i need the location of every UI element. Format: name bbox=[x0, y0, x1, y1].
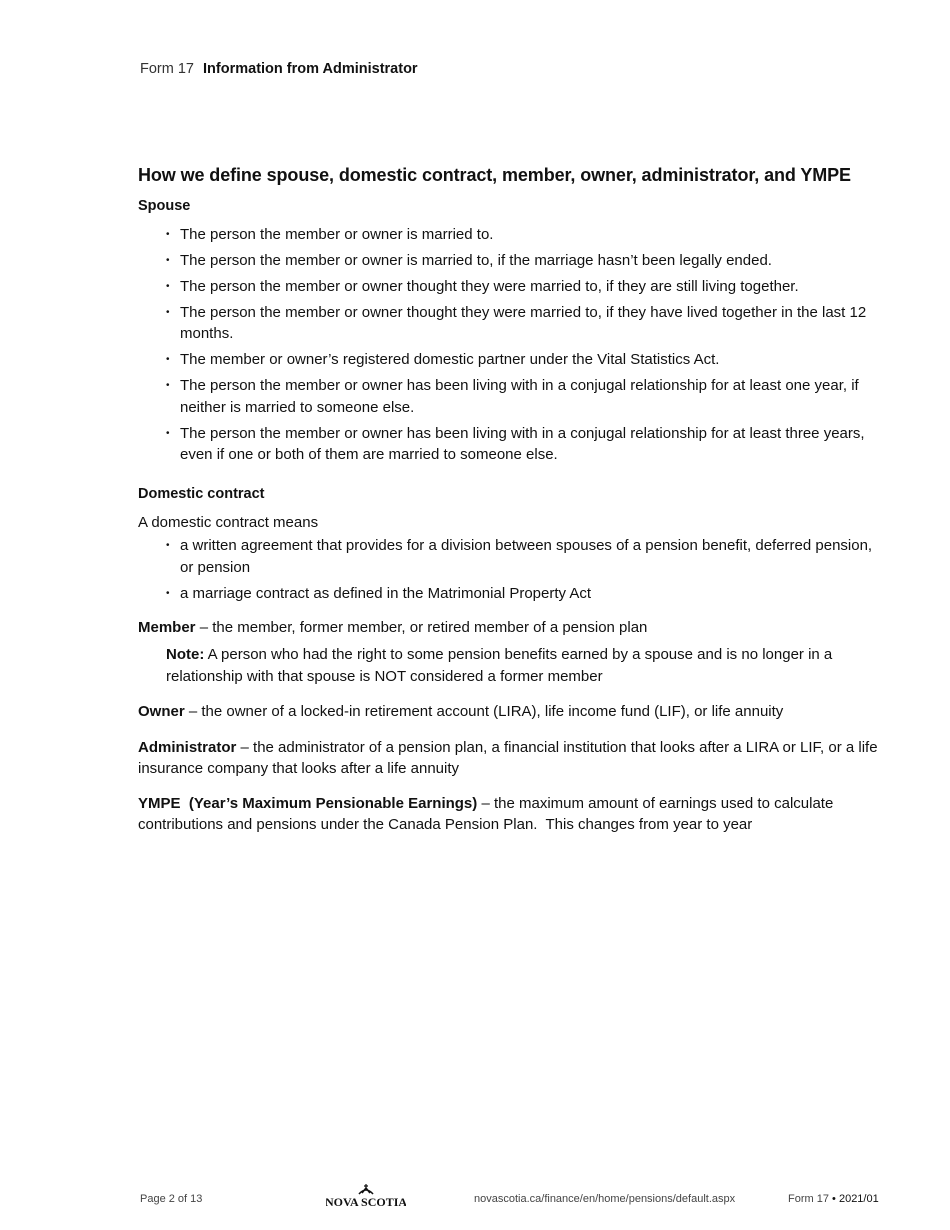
bullet-icon: • bbox=[166, 306, 170, 318]
list-item: • The member or owner’s registered domestic partner under the Vital Statistics Act. bbox=[166, 349, 878, 371]
footer-url[interactable]: novascotia.ca/finance/en/home/pensions/default.aspx bbox=[474, 1193, 736, 1205]
bullet-icon: • bbox=[166, 254, 170, 266]
page-header bbox=[140, 61, 418, 77]
page-footer bbox=[0, 1190, 950, 1214]
separator-icon: • bbox=[832, 1193, 836, 1205]
spouse-list bbox=[138, 224, 878, 466]
domestic-contract-lead: A domestic contract means bbox=[138, 513, 319, 531]
footer-form-ref: Form 17 • 2021/01 bbox=[788, 1193, 879, 1205]
bullet-icon: • bbox=[166, 427, 170, 439]
list-item: • a marriage contract as defined in the Matrimonial Property Act bbox=[166, 583, 878, 605]
list-item: • The person the member or owner thought they were married to, if they are still living together. bbox=[166, 276, 878, 298]
bullet-icon: • bbox=[166, 228, 170, 240]
nova-scotia-logo bbox=[326, 1184, 406, 1213]
main-content bbox=[138, 163, 878, 848]
list-item: • The person the member or owner has been living with in a conjugal relationship for at least one year, if neither is married to someone else. bbox=[166, 377, 859, 416]
svg-text:NOVA SCOTIA: NOVA SCOTIA bbox=[326, 1195, 406, 1209]
bullet-icon: • bbox=[166, 540, 170, 551]
member-term: Member bbox=[138, 618, 196, 636]
administrator-definition: Administrator – the administrator of a pension plan, a financial institution that looks after a LIRA or LIF, or a life insurance company that looks after a life annuity bbox=[138, 738, 878, 777]
list-item: • a written agreement that provides for a division between spouses of a pension benefit, deferred pension, or pension bbox=[166, 537, 873, 576]
owner-term: Owner bbox=[138, 703, 185, 720]
form-number: Form 17 bbox=[140, 61, 194, 77]
form-date: 2021/01 bbox=[838, 1193, 879, 1205]
member-note: Note: A person who had the right to some pension benefits earned by a spouse and is no longer in a relationship with that spouse is NOT considered a former member bbox=[166, 646, 833, 685]
list-item: • The person the member or owner is married to, if the marriage hasn’t been legally ended. bbox=[166, 250, 878, 272]
page-number: Page 2 of 13 bbox=[140, 1193, 203, 1205]
ympe-definition: YMPE (Year’s Maximum Pensionable Earnings) – the maximum amount of earnings used to calculate contributions and pensions under the Canada Pension Plan. This changes from year to year bbox=[138, 794, 838, 833]
note-label: Note: bbox=[166, 646, 205, 663]
spouse-heading: Spouse bbox=[138, 198, 191, 214]
section-heading: How we define spouse, domestic contract, member, owner, administrator, and YMPE bbox=[138, 165, 851, 185]
administrator-term: Administrator bbox=[138, 738, 237, 756]
bullet-icon: • bbox=[166, 587, 170, 599]
domestic-contract-list bbox=[138, 535, 878, 604]
list-item: • The person the member or owner thought they were married to, if they have lived together in the last 12 months. bbox=[166, 303, 867, 342]
bullet-icon: • bbox=[166, 380, 170, 391]
domestic-contract-heading: Domestic contract bbox=[138, 486, 265, 502]
nova-scotia-logo-icon bbox=[326, 1184, 406, 1210]
owner-definition: Owner – the owner of a locked-in retirement account (LIRA), life income fund (LIF), or life annuity bbox=[138, 703, 784, 720]
bullet-icon: • bbox=[166, 354, 170, 365]
bullet-icon: • bbox=[166, 280, 170, 292]
member-definition: Member – the member, former member, or retired member of a pension plan bbox=[138, 618, 648, 636]
ympe-term: YMPE (Year’s Maximum Pensionable Earnings) bbox=[138, 794, 478, 812]
form-title: Information from Administrator bbox=[203, 61, 418, 77]
list-item: • The person the member or owner has been living with in a conjugal relationship for at least three years, even if one or both of them are married to someone else. bbox=[166, 424, 865, 463]
list-item: • The person the member or owner is married to. bbox=[166, 224, 878, 246]
